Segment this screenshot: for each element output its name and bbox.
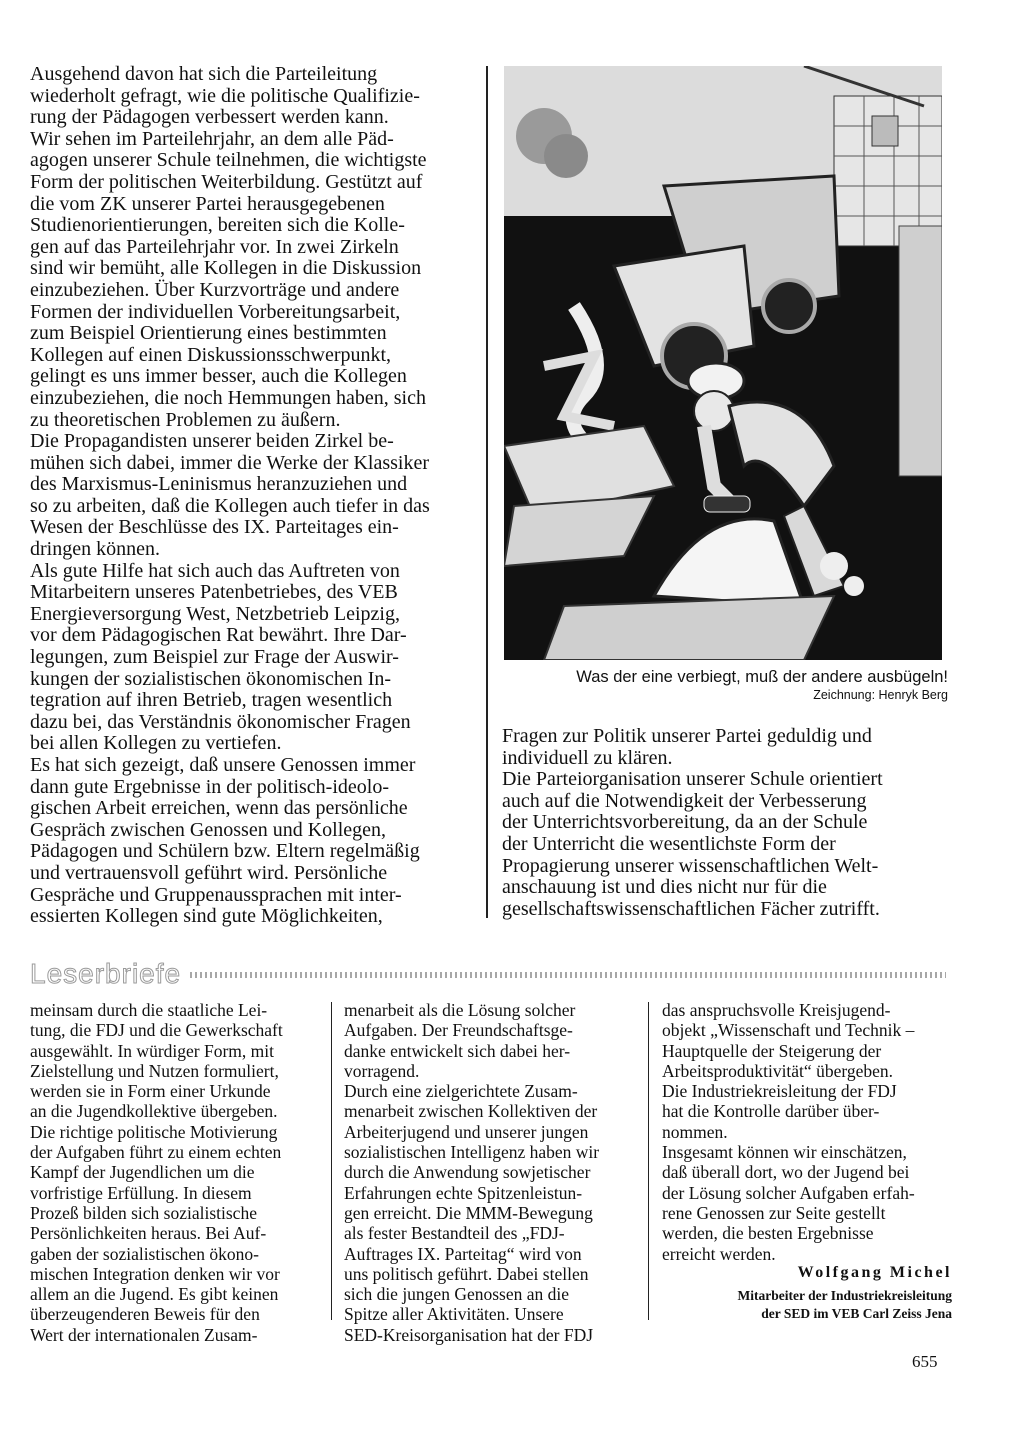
cartoon-credit: Zeichnung: Henryk Berg [813, 688, 948, 702]
letter-column-2 [344, 1000, 634, 1345]
section-heading-dotted-rule [190, 972, 946, 978]
article-paragraph: Die Parteiorganisation unserer Schule orientiert auch auf die Notwendigkeit der Verbesserung der Unterrichtsvorbereitung, da an der Schule der Unterricht die wesentlichste Form der Propagierung unserer wissenschaftlichen Welt- anschauung ist und dies nicht nur für die gesellschaftswissenschaftlichen Fächer zutrifft. [502, 768, 883, 920]
letter-column-1 [30, 1000, 318, 1345]
letter-text: das anspruchsvolle Kreisjugend- objekt „Wissenschaft und Technik – Hauptquelle der Steigerung der Arbeitsproduktivität“ übergeben. Die Industriekreisleitung der FDJ hat die Kontrolle darüber über- nommen. Insgesamt können wir einschätzen, daß überall dort, wo der Jugend bei der Lösung solcher Aufgaben erfah- rene Genossen zur Seite gestellt werden, die besten Ergebnisse erreicht werden. [662, 1000, 915, 1264]
page-number: 655 [912, 1352, 938, 1371]
article-right-column [502, 726, 946, 920]
column-divider [486, 66, 488, 918]
letter-text: meinsam durch die staatliche Lei- tung, die FDJ und die Gewerkschaft ausgewählt. In würdiger Form, mit Zielstellung und Nutzen formuliert, werden sie in Form einer Urkunde an die Jugendkollektive übergeben. Die richtige politische Motivierung der Aufgaben führt zu einem echten Kampf der Jugendlichen um die vorfristige Erfüllung. In diesem Prozeß bilden sich sozialistische Persönlichkeiten heraus. Bei Auf- gaben der sozialistischen ökono- mischen Integration denken wir vor allem an die Jugend. Es gibt keinen überzeugenderen Beweis für den Wert der internationalen Zusam- [30, 1000, 283, 1345]
article-paragraph: Wir sehen im Parteilehrjahr, an dem alle Päd- agogen unserer Schule teilnehmen, die wichtigste Form der politischen Weiterbildung. Gestützt auf die vom ZK unserer Partei herausgegebenen Studienorientierungen, bereiten sich die Kolle- gen auf das Parteilehrjahr vor. In zwei Zirkeln sind wir bemüht, alle Kollegen in die Diskussion einzubeziehen. Über Kurzvorträge und andere Formen der individuellen Vorbereitungsarbeit, zum Beispiel Orientierung eines bestimmten Kollegen auf einen Diskussionsschwerpunkt, gelingt es uns immer besser, auch die Kollegen einzubeziehen, die noch Hemmungen haben, sich zu theoretischen Problemen zu äußern. [30, 127, 427, 431]
cartoon-drawing [504, 66, 942, 660]
article-paragraph: Fragen zur Politik unserer Partei geduldig und individuell zu klären. [502, 725, 872, 769]
article-paragraph: Es hat sich gezeigt, daß unsere Genossen immer dann gute Ergebnisse in der politisch-ideolo- gischen Arbeit erreichen, wenn das persönliche Gespräch zwischen Genossen und Kollegen, Pädagogen und Schülern bzw. Eltern regelmäßig und vertrauensvoll geführt wird. Persönliche Gespräche und Gruppenaussprachen mit inter- essierten Kollegen sind gute Möglichkeiten, [30, 754, 420, 928]
cartoon-caption: Was der eine verbiegt, muß der andere ausbügeln! [576, 668, 948, 686]
letter-text: menarbeit als die Lösung solcher Aufgaben. Der Freundschaftsge- danke entwickelt sich dabei her- vorragend. Durch eine zielgerichtete Zusam- menarbeit zwischen Kollektiven der Arbeiterjugend und unserer jungen sozialistischen Intelligenz haben wir durch die Anwendung sowjetischer Erfahrungen echte Spitzenleistun- gen erreicht. Die MMM-Bewegung als fester Bestandteil des „FDJ- Auftrages IX. Parteitag“ wird von uns politisch geführt. Dabei stellen sich die jungen Genossen an die Spitze aller Aktivitäten. Unsere SED-Kreisorganisation hat der FDJ [344, 1000, 600, 1345]
author-role-line-2: der SED im VEB Carl Zeiss Jena [761, 1306, 952, 1321]
article-left-column [30, 64, 476, 928]
author-role-line-1: Mitarbeiter der Industriekreisleitung [737, 1288, 952, 1303]
section-heading-leserbriefe: Leserbriefe [30, 958, 182, 989]
letter-column-3 [662, 1000, 950, 1264]
letter-column-divider [331, 1002, 332, 1320]
cartoon-illustration [504, 66, 942, 660]
author-name: Wolfgang Michel [797, 1264, 952, 1281]
article-paragraph: Als gute Hilfe hat sich auch das Auftreten von Mitarbeitern unseres Patenbetriebes, des VEB Energieversorgung West, Netzbetrieb Leipzig, vor dem Pädagogischen Rat bewährt. Ihre Dar- legungen, zum Beispiel zur Frage der Auswir- kungen der sozialistischen ökonomischen In- tegration auf ihren Betrieb, tragen wesentlich dazu bei, das Verständnis ökonomischer Fragen bei allen Kollegen zu vertiefen. [30, 559, 411, 755]
article-paragraph: Die Propagandisten unserer beiden Zirkel be- mühen sich dabei, immer die Werke der Klassiker des Marxismus-Leninismus heranzuziehen und so zu arbeiten, daß die Kollegen auch tiefer in das Wesen der Beschlüsse des IX. Parteitages ein- dringen können. [30, 430, 430, 561]
article-paragraph: Ausgehend davon hat sich die Parteileitung wiederholt gefragt, wie die politische Qualifizie- rung der Pädagogen verbessert werden kann. [30, 63, 420, 129]
